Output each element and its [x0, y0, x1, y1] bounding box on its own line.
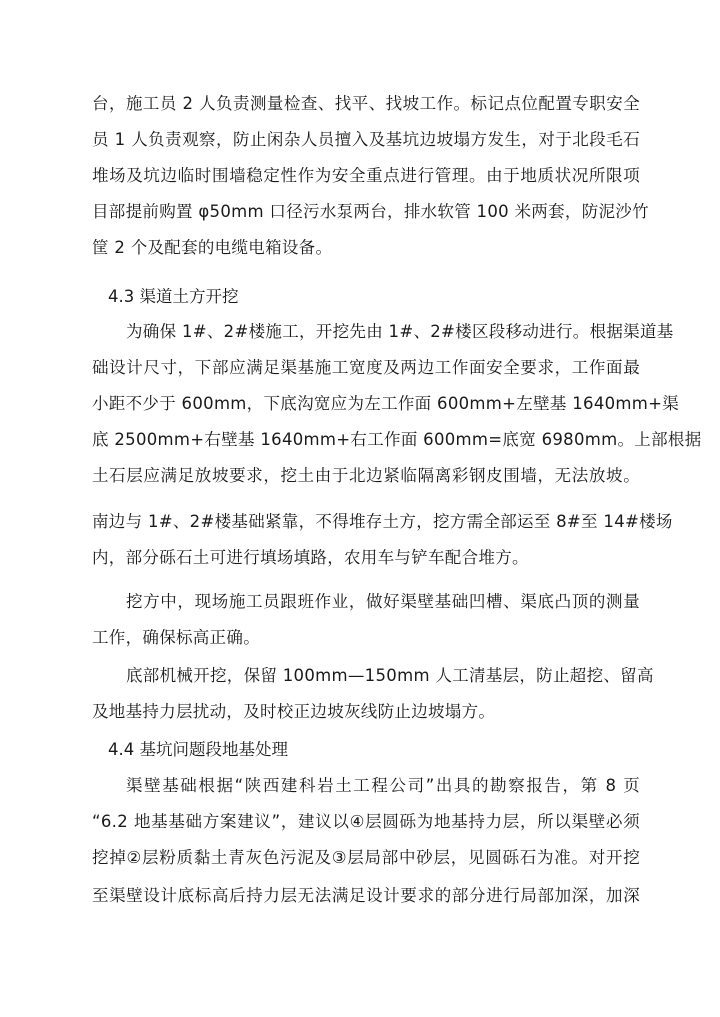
paragraph-1-line-3: 堆场及坑边临时围墙稳定性作为安全重点进行管理。由于地质状况所限项 — [92, 166, 640, 185]
section-heading-4-4: 4.4 基坑问题段地基处理 — [108, 740, 288, 759]
paragraph-2-line-4: 底 2500mm+右壁基 1640mm+右工作面 600mm=底宽 6980mm。上部根据 — [92, 430, 702, 449]
paragraph-4-line-2: 及地基持力层扰动，及时校正边坡灰线防止边坡塌方。 — [92, 702, 496, 721]
paragraph-2-line-6: 南边与 1#、2#楼基础紧靠，不得堆存土方，挖方需全部运至 8#至 14#楼场 — [92, 512, 673, 531]
paragraph-2-line-7: 内，部分砾石土可进行填场填路，农用车与铲车配合堆方。 — [92, 548, 529, 567]
paragraph-5-line-2: “6.2 地基基础方案建议”，建议以④层圆砾为地基持力层，所以渠壁必须 — [92, 812, 640, 831]
paragraph-3-line-2: 工作，确保标高正确。 — [92, 628, 260, 647]
paragraph-2-line-1: 为确保 1#、2#楼施工，开挖先由 1#、2#楼区段移动进行。根据渠道基 — [126, 322, 674, 341]
paragraph-1-line-1: 台，施工员 2 人负责测量检查、找平、找坡工作。标记点位配置专职安全 — [92, 94, 640, 113]
paragraph-4-line-1: 底部机械开挖，保留 100mm—150mm 人工清基层，防止超挖、留高 — [126, 666, 654, 685]
paragraph-5-line-4: 至渠壁设计底标高后持力层无法满足设计要求的部分进行局部加深，加深 — [92, 886, 640, 905]
paragraph-5-line-3: 挖掉②层粉质黏土青灰色污泥及③层局部中砂层，见圆砾石为准。对开挖 — [92, 848, 640, 867]
paragraph-1-line-5: 筐 2 个及配套的电缆电箱设备。 — [92, 238, 333, 257]
paragraph-1-line-2: 员 1 人负责观察，防止闲杂人员擅入及基坑边坡塌方发生，对于北段毛石 — [92, 130, 640, 149]
paragraph-5-line-1: 渠壁基础根据“陕西建科岩土工程公司”出具的勘察报告，第 8 页 — [126, 776, 640, 795]
section-heading-4-3: 4.3 渠道土方开挖 — [108, 287, 239, 306]
paragraph-2-line-2: 础设计尺寸，下部应满足渠基施工宽度及两边工作面安全要求，工作面最 — [92, 358, 640, 377]
paragraph-2-line-3: 小距不少于 600mm，下底沟宽应为左工作面 600mm+左壁基 1640mm+渠 — [92, 394, 680, 413]
paragraph-3-line-1: 挖方中，现场施工员跟班作业，做好渠壁基础凹槽、渠底凸顶的测量 — [126, 592, 640, 611]
paragraph-2-line-5: 土石层应满足放坡要求，挖土由于北边紧临隔离彩钢皮围墙，无法放坡。 — [92, 466, 640, 485]
paragraph-1-line-4: 目部提前购置 φ50mm 口径污水泵两台，排水软管 100 米两套，防泥沙竹 — [92, 202, 649, 221]
